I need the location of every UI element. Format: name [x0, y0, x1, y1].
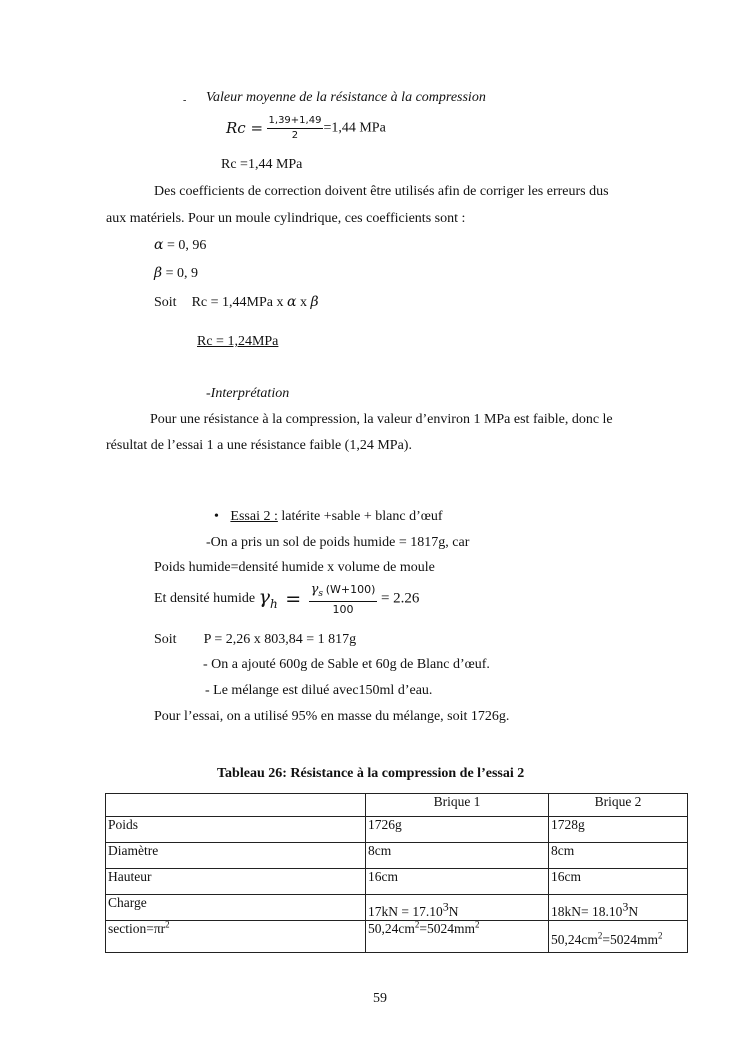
table-row — [106, 817, 688, 843]
section-b2-a: 50,24cm — [551, 932, 598, 947]
interpretation-line1: Pour une résistance à la compression, la valeur d’environ 1 MPa est faible, donc le — [150, 412, 613, 427]
gamma-s-symbol: γ — [310, 582, 319, 597]
table-cell-label: Poids — [106, 817, 366, 843]
rc-formula-fraction — [267, 116, 324, 141]
table-cell-section-b1 — [366, 921, 549, 953]
charge-b1-main: 17kN = 17.10 — [368, 904, 443, 919]
essai2-dilue-line: - Le mélange est dilué avec150ml d’eau. — [205, 683, 433, 698]
essai2-essai-line: Pour l’essai, on a utilisé 95% en masse du mélange, soit 1726g. — [154, 709, 510, 724]
essai2-title-rest: latérite +sable + blanc d’œuf — [277, 509, 443, 524]
rc-result-line: Rc =1,44 MPa — [221, 157, 303, 172]
section-label-exp: 2 — [165, 919, 170, 930]
table-cell: 1726g — [366, 817, 549, 843]
rc-formula-denominator: 2 — [291, 130, 299, 141]
table-cell-charge-b2 — [549, 895, 688, 921]
bullet-dash: - — [183, 95, 187, 106]
resistance-table — [105, 793, 688, 953]
soit-line — [154, 295, 319, 310]
gamma-h — [258, 586, 278, 611]
table-row-charge — [106, 895, 688, 921]
beta-value: = 0, 9 — [165, 266, 198, 281]
densite-fraction — [309, 583, 378, 615]
densite-equals: = — [285, 587, 302, 610]
section-b2-exp1: 2 — [597, 930, 603, 941]
mean-resistance-heading: Valeur moyenne de la résistance à la compression — [206, 90, 486, 105]
soit-label: Soit — [154, 295, 177, 310]
table-cell: 8cm — [366, 843, 549, 869]
table-row-section — [106, 921, 688, 953]
alpha-value: = 0, 96 — [166, 238, 207, 253]
rc-formula-result: =1,44 MPa — [323, 120, 386, 136]
table-row — [106, 843, 688, 869]
section-b1-exp2: 2 — [475, 919, 480, 930]
table-cell: 1728g — [549, 817, 688, 843]
correction-para-line1: Des coefficients de correction doivent être utilisés afin de corriger les erreurs dus — [154, 184, 609, 199]
table-cell-label-section — [106, 921, 366, 953]
table-cell-label: Charge — [106, 895, 366, 921]
gamma-h-subscript: h — [269, 596, 278, 611]
essai2-bullet: • — [214, 509, 219, 524]
essai2-title-underlined: Essai 2 : — [230, 509, 278, 524]
table-cell-label: Diamètre — [106, 843, 366, 869]
charge-b1-exp: 3 — [442, 899, 449, 914]
table-header-brique1: Brique 1 — [366, 794, 549, 817]
densite-numerator — [309, 583, 378, 602]
interpretation-heading: -Interprétation — [206, 386, 290, 401]
densite-label: Et densité humide — [154, 591, 256, 607]
table-cell: 8cm — [549, 843, 688, 869]
essai2-soit-label: Soit — [154, 632, 177, 647]
densite-numerator-rest: (W+100) — [325, 583, 376, 596]
essai2-sol-line: -On a pris un sol de poids humide = 1817g, car — [206, 535, 470, 550]
table-row — [106, 869, 688, 895]
essai2-poids-line: Poids humide=densité humide x volume de moule — [154, 560, 435, 575]
densite-formula — [154, 583, 419, 623]
soit-alpha: α — [286, 294, 297, 310]
table-header-empty — [106, 794, 366, 817]
page-number: 59 — [373, 991, 387, 1006]
beta-symbol: β — [154, 265, 163, 281]
densite-denominator: 100 — [332, 603, 354, 617]
rc-formula — [226, 116, 386, 141]
table-cell-section-b2 — [549, 921, 688, 953]
final-rc-result: Rc = 1,24MPa — [197, 334, 279, 349]
charge-b2-unit: N — [628, 904, 639, 919]
densite-result: = 2.26 — [380, 590, 420, 607]
charge-b1-unit: N — [448, 904, 459, 919]
section-label-main: section=πr — [108, 921, 166, 936]
section-b1-exp1: 2 — [414, 919, 420, 930]
table-cell: 16cm — [366, 869, 549, 895]
soit-expression: Rc = 1,44MPa x — [191, 295, 284, 310]
table-cell-label: Hauteur — [106, 869, 366, 895]
section-b1-b: =5024mm — [419, 921, 475, 936]
table-header-brique2: Brique 2 — [549, 794, 688, 817]
soit-beta: β — [310, 294, 319, 310]
charge-b2-main: 18kN= 18.10 — [551, 904, 623, 919]
alpha-line — [154, 238, 206, 253]
charge-b2-exp: 3 — [622, 899, 629, 914]
table-header-row — [106, 794, 688, 817]
essai2-sable-line: - On a ajouté 600g de Sable et 60g de Blanc d’œuf. — [203, 657, 490, 672]
essai2-soit-line — [154, 633, 356, 647]
alpha-symbol: α — [154, 237, 164, 253]
section-b2-exp2: 2 — [658, 930, 663, 941]
section-b1-a: 50,24cm — [368, 921, 415, 936]
gamma-h-symbol: γ — [258, 586, 270, 609]
correction-para-line2: aux matériels. Pour un moule cylindrique, ces coefficients sont : — [106, 211, 466, 226]
section-b2-b: =5024mm — [602, 932, 658, 947]
table-cell: 16cm — [549, 869, 688, 895]
table-cell-charge-b1 — [366, 895, 549, 921]
table-caption: Tableau 26: Résistance à la compression de l’essai 2 — [217, 766, 525, 781]
essai2-title — [214, 510, 443, 524]
gamma-s-subscript: s — [318, 589, 324, 600]
rc-formula-lhs: Rc = — [226, 119, 264, 137]
rc-formula-numerator: 1,39+1,49 — [267, 116, 324, 129]
beta-line — [154, 266, 198, 281]
essai2-soit-expression: P = 2,26 x 803,84 = 1 817g — [203, 632, 357, 647]
interpretation-line2: résultat de l’essai 1 a une résistance faible (1,24 MPa). — [106, 438, 412, 453]
soit-times: x — [299, 295, 307, 310]
